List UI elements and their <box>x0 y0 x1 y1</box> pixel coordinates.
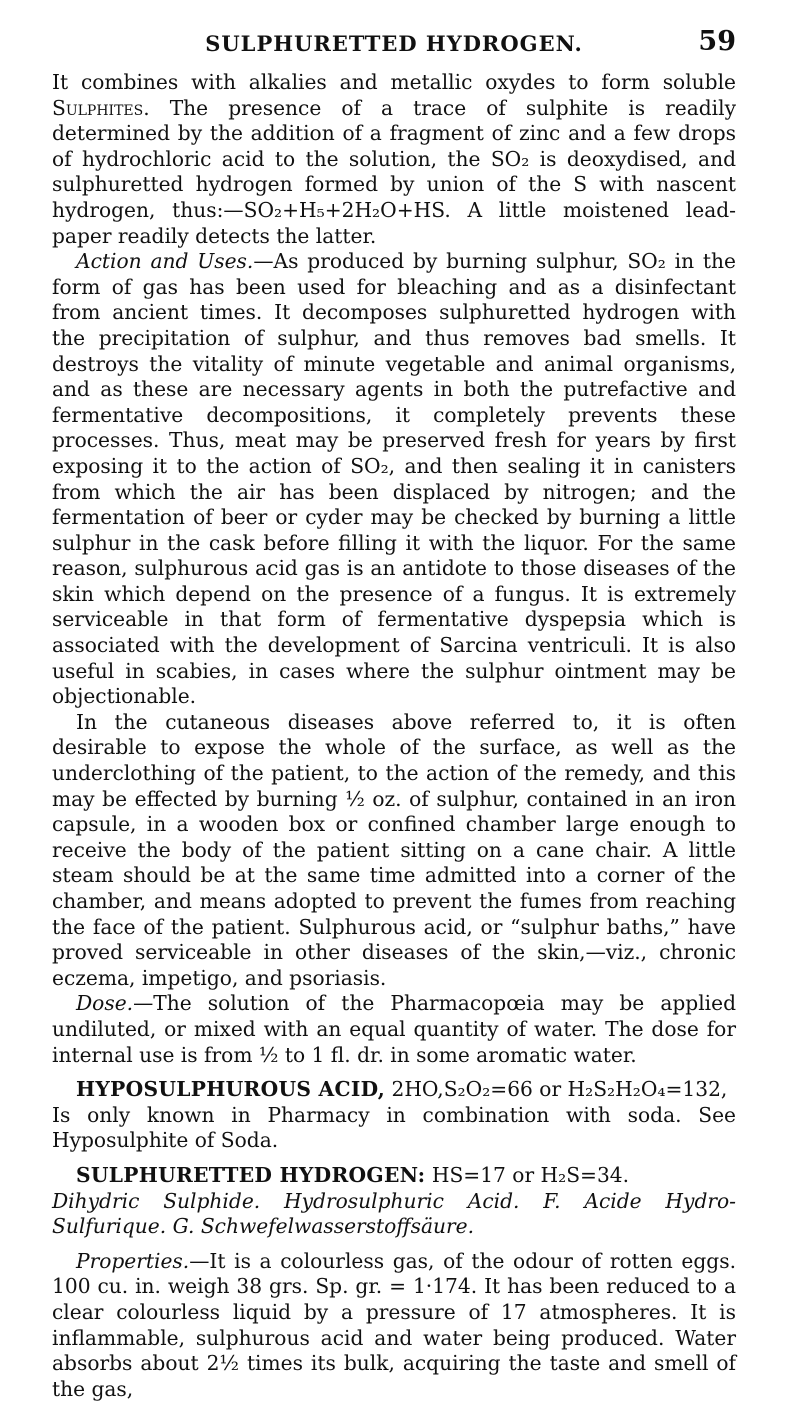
sulphites-intro: It combines with alkalies and metallic oxydes to form soluble <box>52 70 736 94</box>
dose-text: —The solution of the Pharmacopœia may be applied undiluted, or mixed with an equal quantity of water. The dose for internal use is from ½ to 1 fl. dr. in some aromatic water. <box>52 991 736 1067</box>
properties-paragraph <box>52 1249 736 1402</box>
cutaneous-paragraph <box>52 710 736 992</box>
action-uses-paragraph <box>52 249 736 710</box>
page-body <box>52 70 736 1402</box>
action-uses-label: Action and Uses. <box>76 249 254 274</box>
hyposulphurous-paragraph <box>52 1103 736 1154</box>
sulphites-text: The presence of a trace of sulphite is readily determined by the addition of a fragment of zinc and a few drops of hydrochloric acid to the solution, the SO₂ is deoxydised, and sulphuretted hydrogen formed by union of the S with nascent hydrogen, thus:—SO₂+H₅+2H₂O+HS. A little moistened lead-paper readily detects the latter. <box>52 95 736 248</box>
hyposulphurous-entry <box>52 1077 736 1103</box>
sulphuretted-synonyms: Dihydric Sulphide. Hydrosulphuric Acid. F. Acide Hydro-Sulfurique. G. Schwefelwasserstoffsäure. <box>52 1188 736 1239</box>
spacer <box>52 1068 736 1077</box>
dose-label: Dose. <box>76 991 134 1016</box>
page-number: 59 <box>698 26 736 57</box>
sulphuretted-synonyms-paragraph <box>52 1189 736 1240</box>
spacer <box>52 1154 736 1163</box>
dose-paragraph <box>52 991 736 1068</box>
properties-label: Properties. <box>76 1248 190 1273</box>
sulphuretted-entry <box>52 1163 736 1189</box>
sulphites-heading: Sulphites. <box>52 95 150 120</box>
sulphuretted-heading: SULPHURETTED HYDROGEN: <box>76 1162 426 1187</box>
sulphuretted-formula: HS=17 or H₂S=34. <box>431 1162 630 1187</box>
sulphites-paragraph <box>52 70 736 249</box>
hyposulphurous-heading: HYPOSULPHUROUS ACID, <box>76 1077 386 1102</box>
page-header <box>52 0 736 70</box>
cutaneous-text: In the cutaneous diseases above referred to, it is often desirable to expose the whole of the surface, as well as the underclothing of the patient, to the action of the remedy, and this may be effected by burning ½ oz. of sulphur, contained in an iron capsule, in a wooden box or confined chamber large enough to receive the body of the patient sitting on a cane chair. A little steam should be at the same time admitted into a corner of the chamber, and means adopted to prevent the fumes from reaching the face of the patient. Sulphurous acid, or “sulphur baths,” have proved serviceable in other diseases of the skin,—viz., chronic eczema, impetigo, and psoriasis. <box>52 709 736 990</box>
action-uses-text: —As produced by burning sulphur, SO₂ in the form of gas has been used for bleaching and as a disinfectant from ancient times. It decomposes sulphuretted hydrogen with the precipitation of sulphur, and thus removes bad smells. It destroys the vitality of minute vegetable and animal organisms, and as these are necessary agents in both the putrefactive and fermentative decompositions, it completely prevents these processes. Thus, meat may be preserved fresh for years by first exposing it to the action of SO₂, and then sealing it in canisters from which the air has been displaced by nitrogen; and the fermentation of beer or cyder may be checked by burning a little sulphur in the cask before filling it with the liquor. For the same reason, sulphurous acid gas is an antidote to those diseases of the skin which depend on the presence of a fungus. It is extremely serviceable in that form of fermentative dyspepsia which is associated with the development of Sarcina ventriculi. It is also useful in scabies, in cases where the sulphur ointment may be objectionable. <box>52 249 736 709</box>
hyposulphurous-formula: 2HO,S₂O₂=66 or H₂S₂H₂O₄=132, <box>391 1077 728 1102</box>
running-head: SULPHURETTED HYDROGEN. <box>205 31 583 56</box>
hyposulphurous-text: Is only known in Pharmacy in combination with soda. See Hyposulphite of Soda. <box>52 1102 736 1153</box>
properties-text: —It is a colourless gas, of the odour of rotten eggs. 100 cu. in. weigh 38 grs. Sp. gr. = 1·174. It has been reduced to a clear colourless liquid by a pressure of 17 atmospheres. It is inflammable, sulphurous acid and water being produced. Water absorbs about 2½ times its bulk, acquiring the taste and smell of the gas, <box>52 1248 736 1401</box>
spacer <box>52 1240 736 1249</box>
